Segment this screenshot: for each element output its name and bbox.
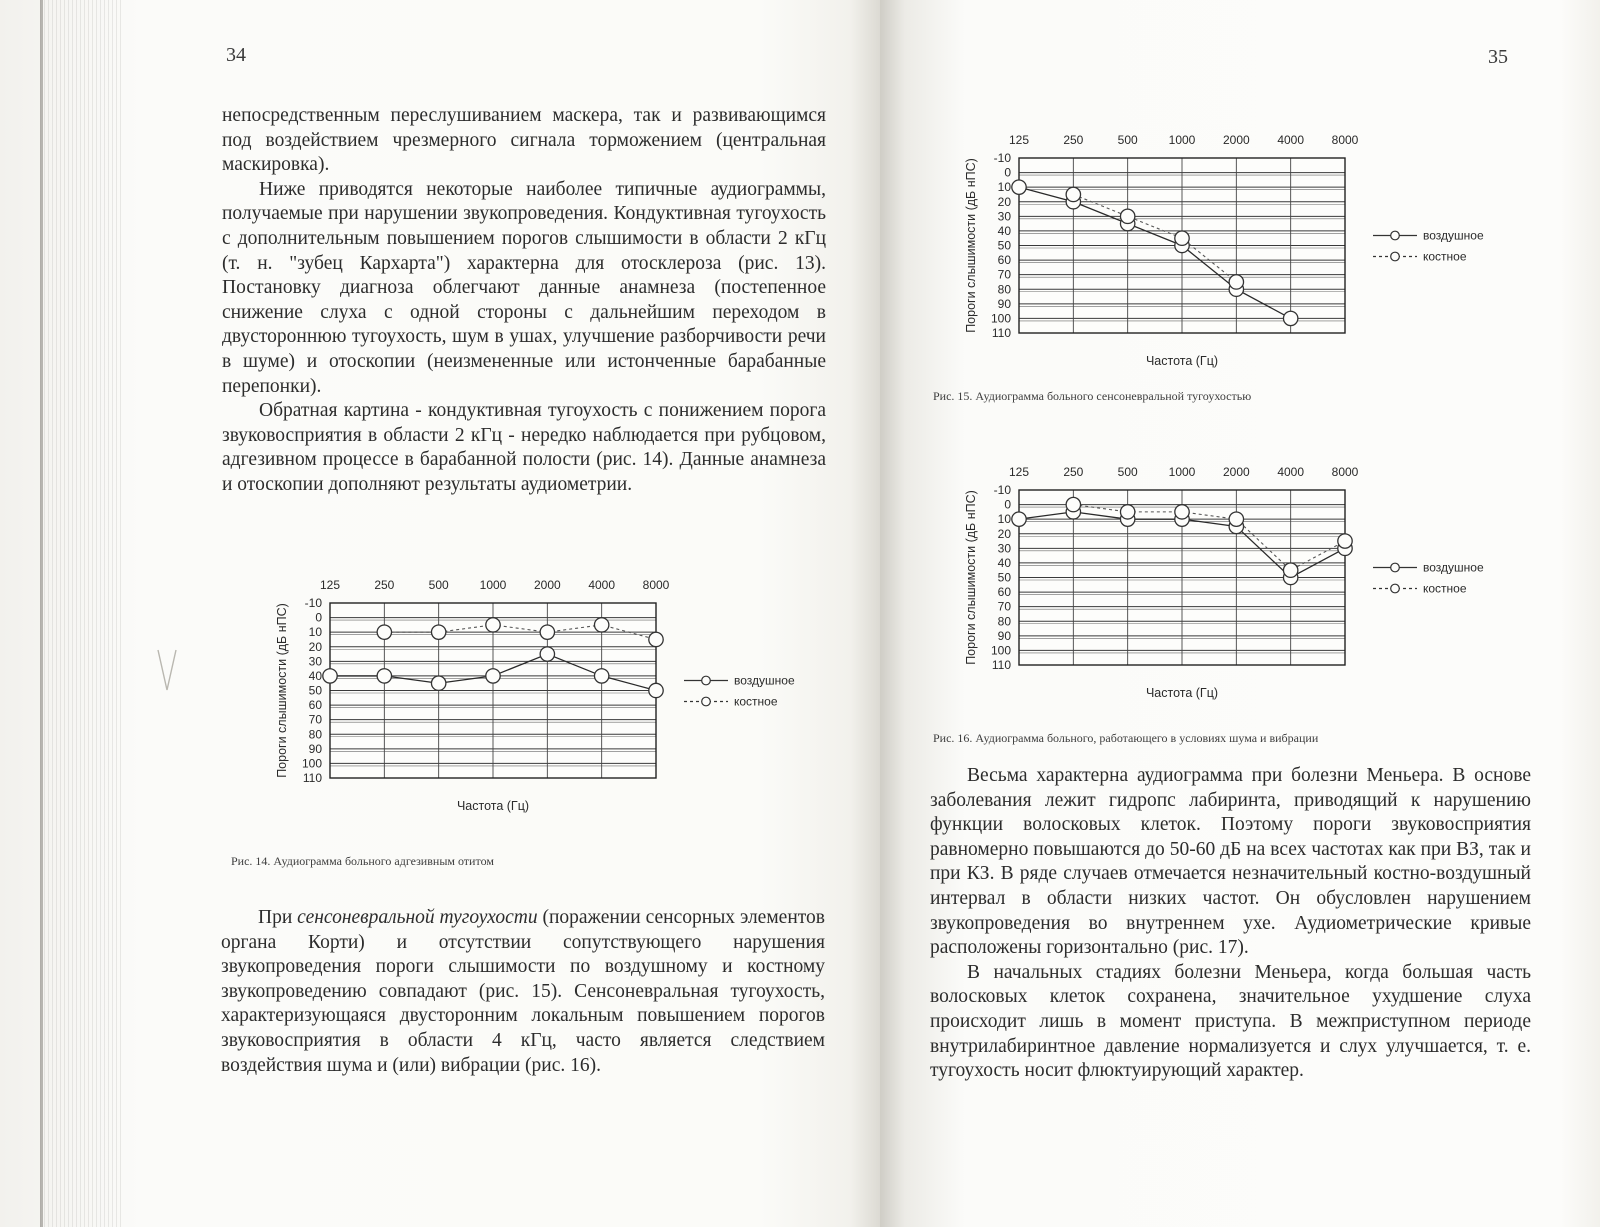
x-tick-label: 125 (319, 578, 341, 592)
x-tick-label: 8000 (642, 578, 670, 592)
x-tick-label: 2000 (1222, 465, 1250, 479)
legend-label: костное (1423, 249, 1467, 264)
text-run: Весьма характерна аудиограмма при болезни Меньера. В основе заболевания лежит гидропс лабиринта, приводящий к нарушению функции волосковых клеток. Поэтому пороги звуковосприятия равномерно повышаются до 50-60 дБ на всех частотах как при ВЗ, так и при КЗ. В ряде случаев отмечается незначительный костно-воздушный интервал в области низких частот. Он обусловлен нарушением звукопроведения во внутреннем ухе. Аудиометрические кривые расположены горизонтально (рис. 17). (930, 765, 1531, 959)
x-tick-label: 2000 (1222, 133, 1250, 147)
y-tick-label: 70 (997, 267, 1011, 282)
legend-label: воздушное (1423, 228, 1484, 243)
paragraph (222, 104, 826, 178)
legend-label: костное (734, 694, 778, 709)
data-point-bone (1120, 505, 1134, 519)
y-tick-label: 90 (997, 296, 1011, 311)
data-point-bone (486, 618, 500, 632)
y-tick-label: 30 (997, 541, 1011, 556)
y-tick-label: 60 (308, 698, 322, 713)
x-tick-label: 4000 (1277, 465, 1305, 479)
y-tick-label: 40 (308, 668, 322, 683)
y-tick-label: 60 (997, 585, 1011, 600)
legend-marker (1391, 252, 1400, 261)
x-tick-label: 250 (374, 578, 395, 592)
text-run: Обратная картина - кондуктивная тугоухость с понижением порога звуковосприятия в области 2 кГц - нередко наблюдается при рубцовом, адгезивном процессе в барабанной полости (рис. 14). Данные анамнеза и отоскопии дополняют результаты аудиометрии. (222, 400, 826, 495)
x-tick-label: 4000 (1277, 133, 1305, 147)
y-tick-label: 10 (997, 512, 1011, 527)
left-text-bottom (221, 906, 825, 1078)
y-tick-label: 80 (997, 614, 1011, 629)
data-point-bone (1229, 512, 1243, 526)
y-axis-label: Пороги слышимости (дБ нПС) (275, 603, 289, 778)
x-tick-label: 1000 (1168, 465, 1196, 479)
data-point-bone (1175, 505, 1189, 519)
x-tick-label: 1000 (479, 578, 507, 592)
x-axis-label: Частота (Гц) (456, 799, 530, 813)
y-tick-label: 100 (990, 643, 1011, 658)
data-point-bone (594, 618, 608, 632)
legend-marker (702, 697, 711, 706)
x-axis-label: Частота (Гц) (1145, 686, 1219, 700)
y-tick-label: 30 (997, 209, 1011, 224)
data-point-bone (1066, 497, 1080, 511)
data-point-bone (649, 632, 663, 646)
y-tick-label: 20 (997, 194, 1011, 209)
paragraph (930, 961, 1531, 1084)
y-tick-label: 100 (990, 311, 1011, 326)
data-point-bone (1338, 534, 1352, 548)
y-tick-label: 50 (997, 570, 1011, 585)
right-text (930, 764, 1531, 1084)
x-tick-label: 4000 (588, 578, 616, 592)
x-tick-label: 500 (428, 578, 449, 592)
margin-pencil-mark (155, 648, 179, 692)
caption-fig16: Рис. 16. Аудиограмма больного, работающего в условиях шума и вибрации (933, 731, 1319, 745)
y-tick-label: -10 (993, 151, 1011, 165)
y-tick-label: 40 (997, 555, 1011, 570)
y-tick-label: 110 (991, 326, 1011, 340)
y-tick-label: 0 (315, 610, 322, 625)
data-point-air (1012, 180, 1026, 194)
page-edge-stack (40, 0, 122, 1227)
text-run: При (258, 907, 298, 928)
x-tick-label: 2000 (533, 578, 561, 592)
data-point-air (431, 676, 445, 690)
x-tick-label: 500 (1117, 133, 1138, 147)
text-run: (поражении сенсорных элементов органа Корти) и отсутствии сопутствующего нарушения звукопроведения пороги слышимости по воздушному и костному звукопроведению совпадают (рис. 15). Сенсоневральная тугоухость, характеризующаяся двусторонним локальным повышением порогов звуковосприятия в области 4 кГц, часто является следствием воздействия шума и (или) вибрации (рис. 16). (221, 907, 825, 1076)
audiogram-fig14 (268, 568, 798, 818)
paragraph (221, 906, 825, 1078)
legend-label: костное (1423, 581, 1467, 596)
page-edge-line (40, 0, 43, 1227)
data-point-bone (540, 625, 554, 639)
audiogram-fig16 (957, 455, 1487, 705)
paragraph (222, 178, 826, 399)
y-tick-label: 20 (308, 639, 322, 654)
x-tick-label: 8000 (1331, 465, 1359, 479)
data-point-air (486, 669, 500, 683)
x-tick-label: 500 (1117, 465, 1138, 479)
y-tick-label: 30 (308, 654, 322, 669)
legend-marker (1391, 231, 1400, 240)
paragraph (930, 764, 1531, 961)
legend-marker (1391, 584, 1400, 593)
data-point-air (649, 683, 663, 697)
data-point-air (594, 669, 608, 683)
legend-marker (702, 676, 711, 685)
y-tick-label: 0 (1004, 165, 1011, 180)
legend-item (1373, 229, 1484, 243)
y-tick-label: 10 (308, 625, 322, 640)
data-point-bone (1175, 231, 1189, 245)
y-axis-label: Пороги слышимости (дБ нПС) (964, 490, 978, 665)
paragraph (222, 399, 826, 497)
text-run: Ниже приводятся некоторые наиболее типичные аудиограммы, получаемые при нарушении звукопроведения. Кондуктивная тугоухость с дополнительным повышением порогов слышимости в области 2 кГц (т. н. "зубец Кархарта") характерна для отосклероза (рис. 13). Постановку диагноза облегчают данные анамнеза (постепенное снижение слуха с одной стороны с дальнейшим переходом в двустороннюю тугоухость, шум в ушах, улучшение разборчивости речи в шуме) и отоскопии (неизмененные или истонченные барабанные перепонки). (222, 178, 826, 397)
y-tick-label: 110 (302, 771, 322, 785)
y-tick-label: 90 (997, 628, 1011, 643)
y-tick-label: 80 (997, 282, 1011, 297)
y-axis-label: Пороги слышимости (дБ нПС) (964, 158, 978, 333)
legend-label: воздушное (1423, 560, 1484, 575)
legend-item (1373, 582, 1467, 596)
y-tick-label: 70 (308, 712, 322, 727)
x-tick-label: 8000 (1331, 133, 1359, 147)
data-point-air (540, 647, 554, 661)
x-tick-label: 1000 (1168, 133, 1196, 147)
y-tick-label: 110 (991, 658, 1011, 672)
legend-item (684, 695, 778, 709)
caption-fig15: Рис. 15. Аудиограмма больного сенсоневральной тугоухостью (933, 389, 1252, 403)
legend-item (1373, 250, 1467, 264)
x-tick-label: 250 (1063, 133, 1084, 147)
y-tick-label: 100 (301, 756, 322, 771)
y-tick-label: 20 (997, 526, 1011, 541)
data-point-bone (1120, 209, 1134, 223)
right-page (880, 0, 1600, 1227)
x-tick-label: 125 (1008, 133, 1030, 147)
y-tick-label: 50 (308, 683, 322, 698)
data-point-air (323, 669, 337, 683)
page-number-left: 34 (226, 44, 246, 66)
legend-item (684, 674, 795, 688)
y-tick-label: 70 (997, 599, 1011, 614)
y-tick-label: 80 (308, 727, 322, 742)
page-number-right: 35 (1488, 46, 1508, 68)
x-tick-label: 125 (1008, 465, 1030, 479)
x-axis-label: Частота (Гц) (1145, 354, 1219, 368)
data-point-bone (377, 625, 391, 639)
data-point-air (1012, 512, 1026, 526)
legend-item (1373, 561, 1484, 575)
caption-fig14: Рис. 14. Аудиограмма больного адгезивным отитом (231, 854, 494, 868)
left-text-top (222, 104, 826, 498)
data-point-air (377, 669, 391, 683)
italic-term: сенсоневральной тугоухости (297, 907, 538, 928)
text-run: непосредственным переслушиванием маскера, так и развивающимся под воздействием чрезмерного сигнала торможением (центральная маскировка). (222, 105, 826, 176)
y-tick-label: -10 (993, 483, 1011, 497)
text-run: В начальных стадиях болезни Меньера, когда большая часть волосковых клеток сохранена, значительное ухудшение слуха происходит лишь в момент приступа. В межприступном периоде внутрилабиринтное давление нормализуется и слух улучшается, т. е. тугоухость носит флюктуирующий характер. (930, 961, 1531, 1082)
y-tick-label: 60 (997, 253, 1011, 268)
y-tick-label: 40 (997, 223, 1011, 238)
audiogram-fig15 (957, 123, 1487, 373)
data-point-bone (1066, 187, 1080, 201)
data-point-bone (431, 625, 445, 639)
legend-label: воздушное (734, 673, 795, 688)
y-tick-label: 10 (997, 180, 1011, 195)
y-tick-label: 50 (997, 238, 1011, 253)
legend-marker (1391, 563, 1400, 572)
data-point-bone (1283, 563, 1297, 577)
data-point-air (1283, 311, 1297, 325)
y-tick-label: 90 (308, 741, 322, 756)
y-tick-label: -10 (304, 596, 322, 610)
y-tick-label: 0 (1004, 497, 1011, 512)
x-tick-label: 250 (1063, 465, 1084, 479)
data-point-bone (1229, 275, 1243, 289)
